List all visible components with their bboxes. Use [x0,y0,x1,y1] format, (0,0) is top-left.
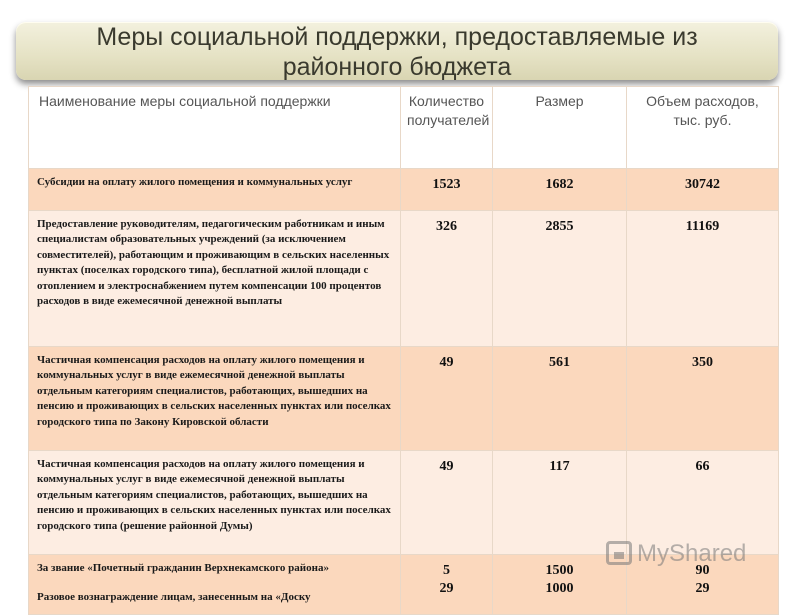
slide-title-line-2: районного бюджета [282,53,512,81]
measure-name-cell [29,555,401,615]
header-size: Размер [493,87,627,169]
slide-title-line-1: Меры социальной поддержки, предоставляемые из [96,23,698,51]
presentation-icon [606,541,632,565]
recipients-cell [401,555,493,615]
table-row [29,211,779,347]
table-row [29,169,779,211]
measure-name-cell: Частичная компенсация расходов на оплату жилого помещения и коммунальных услуг в виде ежемесячной денежной выплаты отдельным категориям специалистов, работающих, вышедших на пенсию и проживающих в сельских населенных пунктах или поселках городского типа по Закону Кировской области [29,347,401,451]
recipients-value: 5 [443,563,450,578]
recipients-cell: 1523 [401,169,493,211]
slide-title [16,22,778,82]
volume-value: 29 [695,581,710,596]
recipients-cell: 49 [401,451,493,555]
volume-cell: 30742 [627,169,779,211]
size-cell: 1682 [493,169,627,211]
volume-cell: 350 [627,347,779,451]
watermark [606,536,776,572]
size-cell: 561 [493,347,627,451]
measure-name-line: За звание «Почетный гражданин Верхнекамского района» [37,562,329,574]
recipients-cell: 49 [401,347,493,451]
table-header-row [29,87,779,169]
size-cell: 2855 [493,211,627,347]
header-volume: Объем расходов, тыс. руб. [627,87,779,169]
measure-name-cell: Частичная компенсация расходов на оплату жилого помещения и коммунальных услуг в виде ежемесячной денежной выплаты отдельным категориям специалистов, работающих, вышедших на пенсию и проживающих в сельских населенных пунктах или поселках городского типа (решение районной Думы) [29,451,401,555]
size-value: 1000 [545,581,574,596]
volume-cell: 66 [627,451,779,555]
volume-cell: 11169 [627,211,779,347]
measure-name-cell: Субсидии на оплату жилого помещения и коммунальных услуг [29,169,401,211]
watermark-text: MyShared [637,540,747,567]
size-cell: 117 [493,451,627,555]
measure-name-line: Разовое вознаграждение лицам, занесенным на «Доску [37,591,311,604]
recipients-value: 29 [439,581,454,596]
volume-value: 90 [695,563,710,578]
size-value: 1500 [545,563,574,578]
table-row [29,347,779,451]
measure-name-cell: Предоставление руководителям, педагогическим работникам и иным специалистам образовательных учреждений (за исключением совместителей), работающим и проживающим в сельских населенных пунктах (поселках городского типа), бесплатной жилой площади с отоплением и электроснабжением путем компенсации 100 процентов расходов в виде ежемесячной денежной выплаты [29,211,401,347]
header-measure-name: Наименование меры социальной поддержки [29,87,401,169]
recipients-cell: 326 [401,211,493,347]
header-recipients: Количество получателей [401,87,493,169]
